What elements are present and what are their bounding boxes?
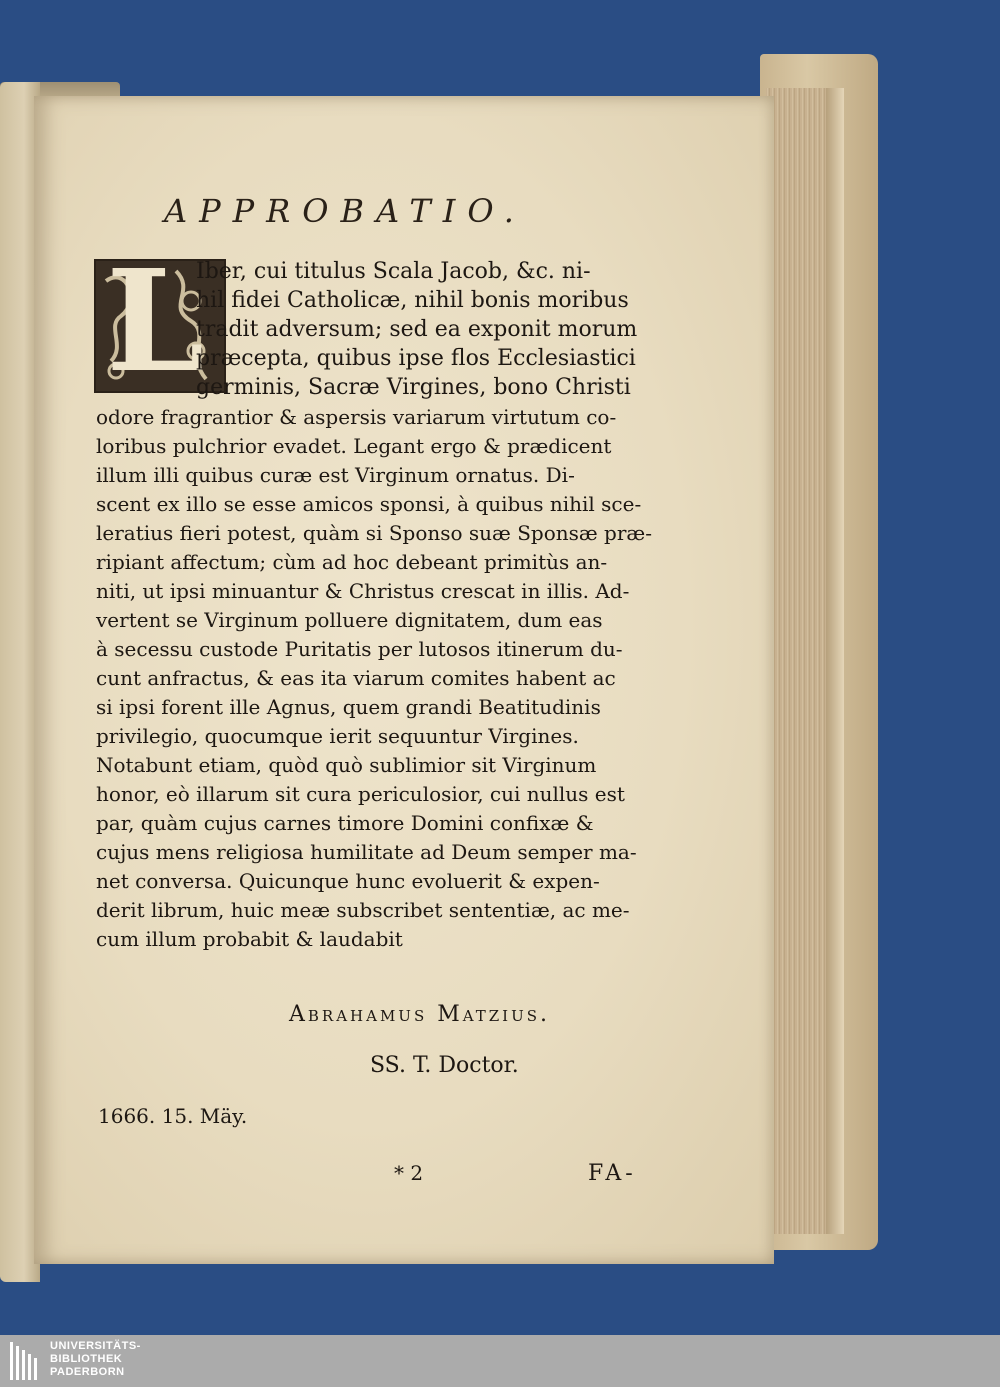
body-line: tradit adversum; sed ea exponit morum bbox=[196, 317, 638, 342]
body-line: scent ex illo se esse amicos sponsi, à quibus nihil sce- bbox=[96, 492, 642, 516]
body-line: odore fragrantior & aspersis variarum virtutum co- bbox=[96, 405, 617, 429]
book-page bbox=[34, 96, 774, 1264]
page-stack-shadow bbox=[826, 88, 844, 1234]
page-stack bbox=[766, 88, 826, 1234]
body-line: loribus pulchrior evadet. Legant ergo & prædicent bbox=[96, 434, 612, 458]
page-title: APPROBATIO. bbox=[164, 192, 526, 230]
library-name-line: UNIVERSITÄTS- bbox=[50, 1340, 141, 1352]
catchword: FA- bbox=[588, 1161, 637, 1186]
body-line: leratius fieri potest, quàm si Sponso suæ Sponsæ præ- bbox=[96, 521, 652, 545]
body-line: præcepta, quibus ipse flos Ecclesiastici bbox=[196, 346, 636, 371]
body-line: Notabunt etiam, quòd quò sublimior sit Virginum bbox=[96, 753, 597, 777]
body-line: derit librum, huic meæ subscribet sententiæ, ac me- bbox=[96, 898, 630, 922]
body-line: illum illi quibus curæ est Virginum ornatus. Di- bbox=[96, 463, 575, 487]
body-line: privilegio, quocumque ierit sequuntur Virgines. bbox=[96, 724, 579, 748]
body-line: ripiant affectum; cùm ad hoc debeant primitùs an- bbox=[96, 550, 608, 574]
body-line: cunt anfractus, & eas ita viarum comites habent ac bbox=[96, 666, 616, 690]
initial-letter: L bbox=[106, 259, 205, 393]
approver-title: SS. T. Doctor. bbox=[370, 1053, 519, 1078]
library-logo-icon bbox=[8, 1340, 44, 1382]
library-name-line: BIBLIOTHEK bbox=[50, 1353, 123, 1365]
body-line: cujus mens religiosa humilitate ad Deum semper ma- bbox=[96, 840, 637, 864]
body-line: germinis, Sacræ Virgines, bono Christi bbox=[196, 375, 631, 400]
body-line: par, quàm cujus carnes timore Domini confixæ & bbox=[96, 811, 594, 835]
signature-mark: * 2 bbox=[394, 1161, 424, 1185]
library-name-line: PADERBORN bbox=[50, 1366, 125, 1378]
body-line: vertent se Virginum polluere dignitatem, dum eas bbox=[96, 608, 603, 632]
body-line: cum illum probabit & laudabit bbox=[96, 927, 403, 951]
library-name bbox=[50, 1340, 210, 1379]
body-line: honor, eò illarum sit cura periculosior, cui nullus est bbox=[96, 782, 625, 806]
body-line: si ipsi forent ille Agnus, quem grandi Beatitudinis bbox=[96, 695, 601, 719]
library-footer bbox=[0, 1335, 1000, 1387]
body-line: à secessu custode Puritatis per lutosos itinerum du- bbox=[96, 637, 623, 661]
body-line: niti, ut ipsi minuantur & Christus crescat in illis. Ad- bbox=[96, 579, 630, 603]
body-line: net conversa. Quicunque hunc evoluerit & expen- bbox=[96, 869, 600, 893]
approval-date: 1666. 15. Mäy. bbox=[98, 1104, 248, 1128]
body-line: hil fidei Catholicæ, nihil bonis moribus bbox=[196, 288, 629, 313]
body-line: Iber, cui titulus Scala Jacob, &c. ni- bbox=[196, 259, 591, 284]
approver-name: Abrahamus Matzius. bbox=[289, 1002, 551, 1027]
